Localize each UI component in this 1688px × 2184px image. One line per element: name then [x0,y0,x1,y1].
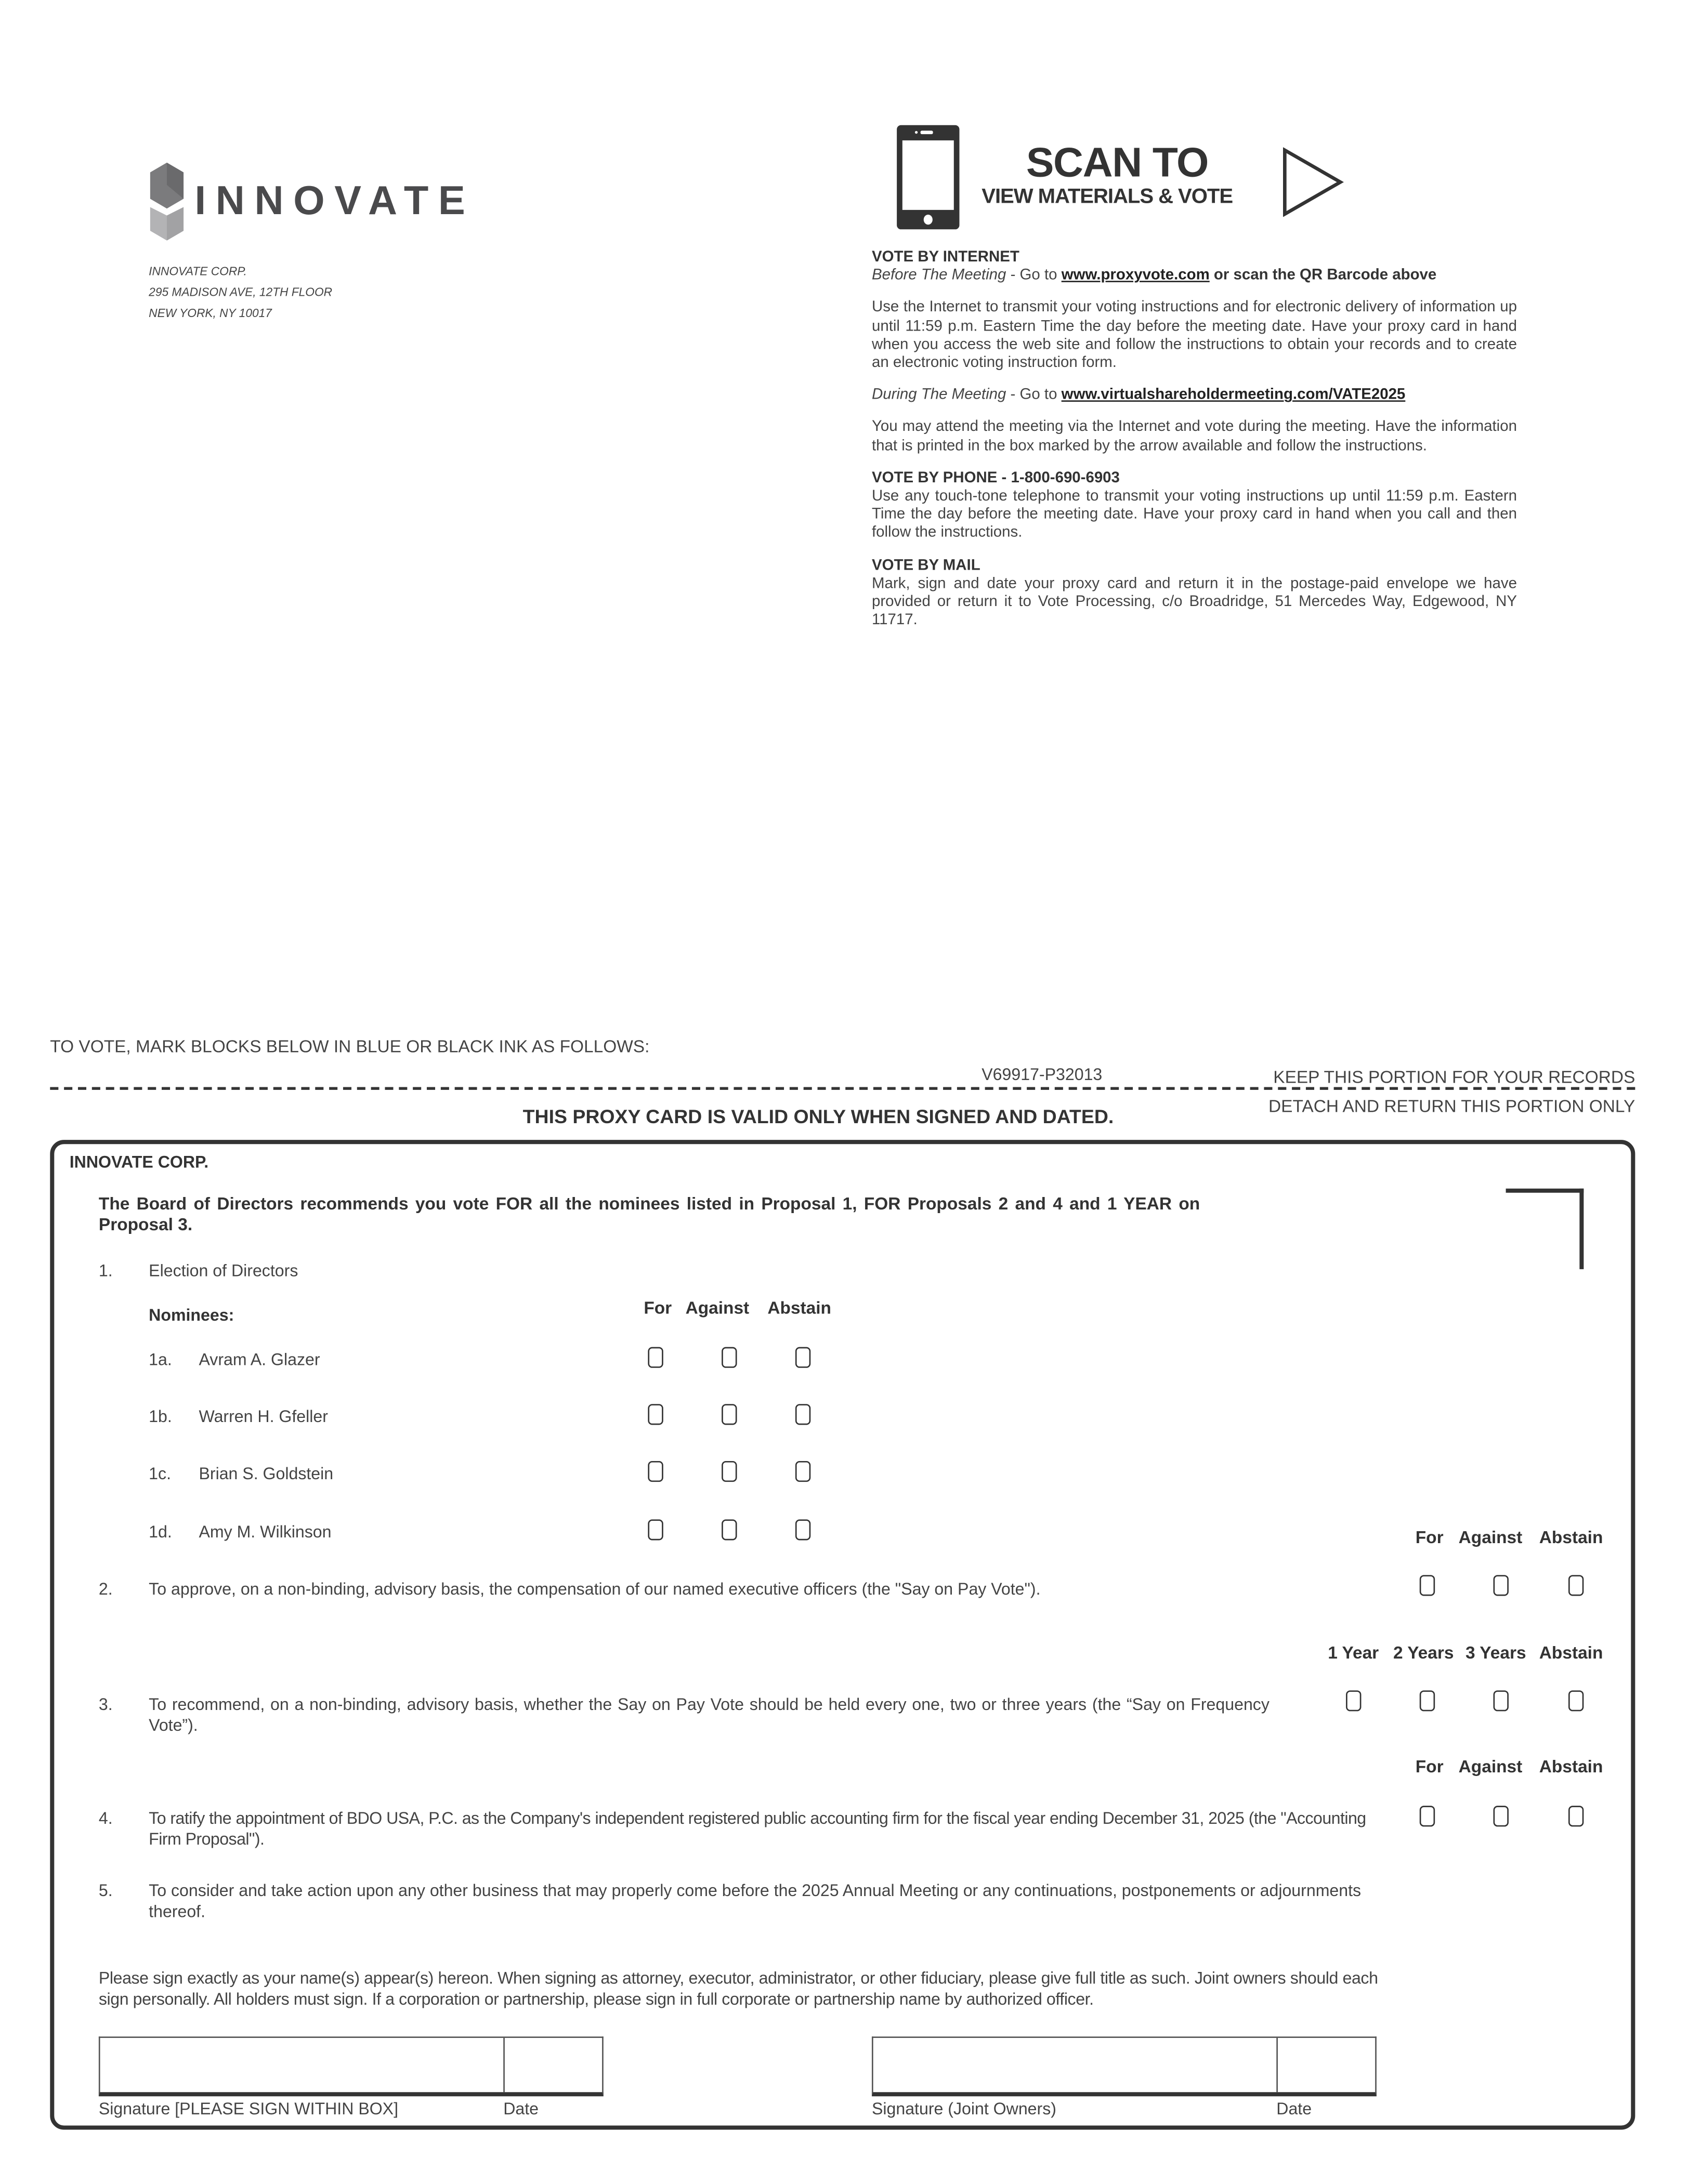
address-line: NEW YORK, NY 10017 [149,306,272,320]
joint-signature-label: Signature (Joint Owners) [871,2099,1056,2119]
proposal-3-text: To recommend, on a non-binding, advisory basis, whether the Say on Pay Vote should be held every one, two or three years (the “Say on Frequency Vote”). [149,1694,1270,1734]
signature-label: Signature [PLEASE SIGN WITHIN BOX] [98,2099,399,2119]
scan-title: SCAN TO [1026,140,1209,187]
checkbox-for[interactable] [648,1519,663,1540]
card-company: INNOVATE CORP. [69,1152,209,1172]
during-label: During The Meeting [871,387,1006,404]
checkbox-for[interactable] [648,1404,663,1425]
col-3-years: 3 Years [1465,1643,1526,1663]
nominee-name: Brian S. Goldstein [199,1464,334,1483]
corner-mark [1506,1189,1584,1269]
checkbox-against[interactable] [1494,1806,1509,1826]
mail-heading: VOTE BY MAIL [871,557,980,574]
board-recommendation: The Board of Directors recommends you vote FOR all the nominees listed in Proposal 1, FOR Proposals 2 and 4 and 1 YEAR on Proposal 3. [98,1194,1200,1235]
smartphone-icon [895,124,961,231]
col-abstain: Abstain [767,1298,831,1318]
qr-note: or scan the QR Barcode above [1209,267,1437,284]
ink-instructions: TO VOTE, MARK BLOCKS BELOW IN BLUE OR BLACK INK AS FOLLOWS: [50,1037,650,1057]
arrow-right-icon [1282,148,1346,217]
internet-heading: VOTE BY INTERNET [871,248,1019,266]
proposal-4-text: To ratify the appointment of BDO USA, P.C. as the Company's independent registered public accounting firm for the fiscal year ending December 31, 2025 (the "Accounting Firm Proposal"). [149,1808,1366,1848]
checkbox-against[interactable] [722,1404,737,1425]
nominee-id: 1d. [149,1522,172,1542]
checkbox-against[interactable] [722,1519,737,1540]
proposal-number: 2. [98,1579,113,1599]
go-to: - Go to [1006,387,1062,404]
proposal-number: 1. [98,1260,113,1281]
col-abstain: Abstain [1539,1643,1603,1663]
nominee-name: Amy M. Wilkinson [199,1522,332,1542]
col-against: Against [1458,1528,1523,1547]
address-line: 295 MADISON AVE, 12TH FLOOR [149,285,333,299]
nominees-label: Nominees: [149,1305,234,1325]
col-against: Against [685,1298,750,1318]
detach-portion-label: DETACH AND RETURN THIS PORTION ONLY [1268,1097,1635,1116]
innovate-logo-text: INNOVATE [194,179,475,224]
proxyvote-link[interactable]: www.proxyvote.com [1061,267,1210,284]
checkbox-2-years[interactable] [1420,1690,1435,1711]
nominee-name: Warren H. Gfeller [199,1406,328,1427]
col-2-years: 2 Years [1393,1643,1454,1663]
checkbox-against[interactable] [722,1461,737,1482]
innovate-logo-icon [149,163,185,241]
proposal-number: 5. [98,1880,113,1901]
proposal-number: 4. [98,1808,113,1828]
checkbox-abstain[interactable] [795,1347,810,1368]
checkbox-for[interactable] [1420,1575,1435,1596]
virtual-meeting-link[interactable]: www.virtualshareholdermeeting.com/VATE2025 [1061,387,1406,404]
mail-body: Mark, sign and date your proxy card and return it in the postage-paid envelope we have provided or return it to Vote Processing, c/o Broadridge, 51 Mercedes Way, Edgewood, NY 11717. [871,575,1517,629]
nominee-id: 1c. [149,1464,172,1483]
date-box-divider [503,2038,505,2092]
nominee-name: Avram A. Glazer [199,1350,320,1370]
col-for: For [1415,1757,1444,1777]
checkbox-for[interactable] [1420,1806,1435,1826]
during-body: You may attend the meeting via the Internet and vote during the meeting. Have the information that is printed in the box marked by the arrow available and follow the instructions. [871,419,1517,454]
date-box-divider [1276,2038,1278,2092]
signature-box[interactable] [99,2036,604,2096]
joint-signature-box[interactable] [872,2036,1377,2096]
voting-instructions [872,249,1517,644]
col-for: For [1415,1528,1444,1547]
detach-line [50,1087,1635,1090]
phone-heading: VOTE BY PHONE - 1-800-690-6903 [871,469,1120,486]
proposal-1-text: Election of Directors [149,1260,298,1281]
nominee-id: 1a. [149,1350,172,1370]
checkbox-1-year[interactable] [1346,1690,1361,1711]
proposal-5-text: To consider and take action upon any other business that may properly come before the 2025 Annual Meeting or any continuations, postponements or adjournments thereof. [149,1880,1362,1920]
internet-body: Use the Internet to transmit your voting instructions and for electronic delivery of information up until 11:59 p.m. Eastern Time the day before the meeting date. Have your proxy card in hand when you access the web site and follow the instructions to obtain your records and to create an electronic voting instruction form. [871,299,1517,372]
date-label: Date [1276,2099,1312,2119]
checkbox-for[interactable] [648,1461,663,1482]
nominee-id: 1b. [149,1406,172,1427]
scan-subtitle: VIEW MATERIALS & VOTE [982,185,1233,209]
phone-body: Use any touch-tone telephone to transmit your voting instructions up until 11:59 p.m. Eastern Time the day before the meeting date. Have your proxy card in hand when you call and then follow the instructions. [871,488,1517,542]
checkbox-against[interactable] [1494,1575,1509,1596]
proposal-2-text: To approve, on a non-binding, advisory basis, the compensation of our named executive officers (the "Say on Pay Vote"). [149,1579,1041,1599]
col-against: Against [1458,1757,1523,1777]
signing-instructions: Please sign exactly as your name(s) appear(s) hereon. When signing as attorney, executor, administrator, or other fiduciary, please give full title as such. Joint owners should each sign personally. All holders must sign. If a corporation or partnership, please sign in full corporate or partnership name by authorized officer. [98,1968,1378,2008]
go-to: - Go to [1006,267,1062,284]
checkbox-abstain[interactable] [795,1519,810,1540]
col-1-year: 1 Year [1328,1643,1379,1663]
control-code: V69917-P32013 [982,1064,1103,1085]
checkbox-abstain[interactable] [1568,1575,1584,1596]
checkbox-abstain[interactable] [1568,1690,1584,1711]
keep-portion-label: KEEP THIS PORTION FOR YOUR RECORDS [1273,1068,1635,1087]
checkbox-for[interactable] [648,1347,663,1368]
checkbox-3-years[interactable] [1494,1690,1509,1711]
proposal-number: 3. [98,1694,113,1714]
before-label: Before The Meeting [871,267,1006,284]
checkbox-against[interactable] [722,1347,737,1368]
col-abstain: Abstain [1539,1757,1603,1777]
col-for: For [644,1298,672,1318]
checkbox-abstain[interactable] [795,1461,810,1482]
checkbox-abstain[interactable] [1568,1806,1584,1826]
checkbox-abstain[interactable] [795,1404,810,1425]
date-label: Date [503,2099,539,2119]
address-line: INNOVATE CORP. [149,264,247,278]
valid-notice: THIS PROXY CARD IS VALID ONLY WHEN SIGNED AND DATED. [522,1105,1114,1128]
col-abstain: Abstain [1539,1528,1603,1547]
